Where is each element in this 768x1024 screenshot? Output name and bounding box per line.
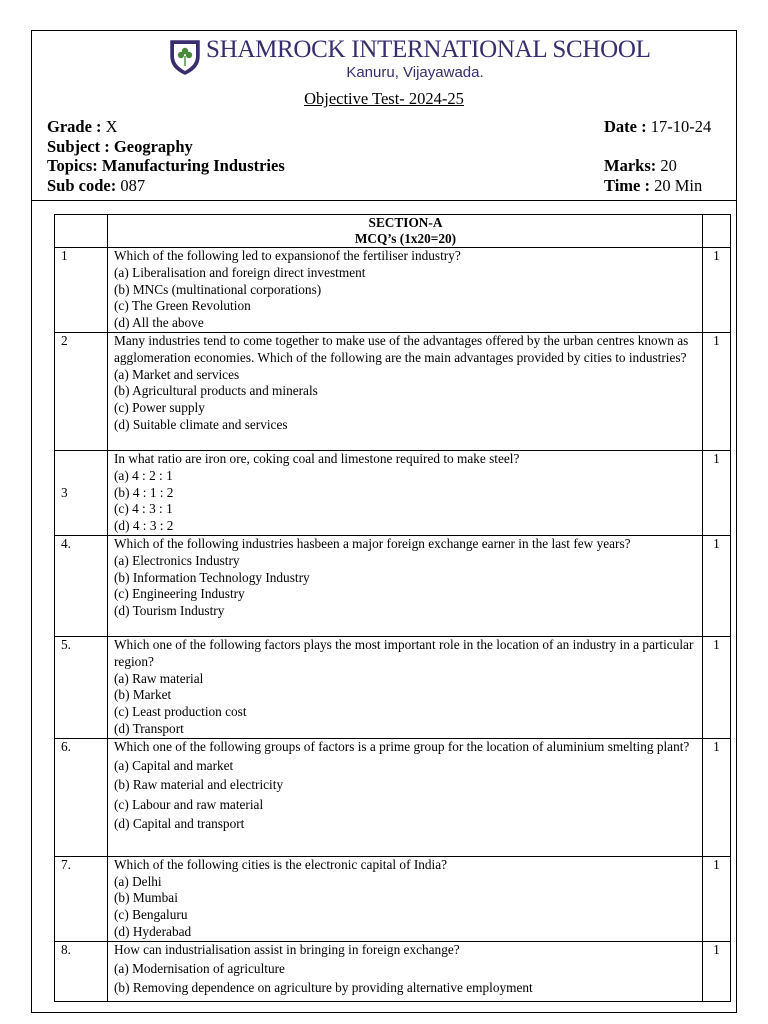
- question-number: 7.: [55, 856, 108, 941]
- section-header-row: [55, 215, 731, 248]
- question-text: Which one of the following factors plays the most important role in the location of an industry in a particular region?: [114, 636, 694, 669]
- question-body: [108, 636, 703, 738]
- option: (b) Removing dependence on agriculture by providing alternative employment: [114, 980, 533, 996]
- topics-label: Topics: Manufacturing Industries: [47, 156, 285, 175]
- option: (b) Market: [114, 687, 172, 703]
- option: (a) Raw material: [114, 670, 204, 686]
- date-row: [604, 117, 711, 137]
- option: (a) Electronics Industry: [114, 552, 240, 568]
- option: (a) Modernisation of agriculture: [114, 961, 285, 977]
- subcode-row: [47, 176, 145, 196]
- subcode-value: 087: [120, 176, 146, 195]
- question-text: Which of the following cities is the electronic capital of India?: [114, 856, 448, 872]
- option: (c) Engineering Industry: [114, 586, 245, 602]
- option: (d) Capital and transport: [114, 815, 245, 831]
- grade-label: Grade :: [47, 117, 102, 136]
- option: (d) Hyderabad: [114, 923, 192, 939]
- subject-row: [47, 137, 193, 157]
- time-row: [604, 176, 702, 196]
- option: (c) Least production cost: [114, 704, 247, 720]
- question-body: [108, 332, 703, 450]
- option: (d) Transport: [114, 720, 184, 736]
- marks-label: Marks:: [604, 156, 657, 175]
- question-text: How can industrialisation assist in bringing in foreign exchange?: [114, 941, 460, 957]
- question-body: [108, 856, 703, 941]
- question-text: In what ratio are iron ore, coking coal and limestone required to make steel?: [114, 450, 520, 466]
- question-number: 2: [55, 332, 108, 450]
- question-marks: 1: [703, 636, 731, 738]
- question-text: Which of the following industries hasbeen a major foreign exchange earner in the last few years?: [114, 535, 631, 551]
- section-subtitle: MCQ’s (1x20=20): [354, 231, 457, 246]
- question-number: 5.: [55, 636, 108, 738]
- option: (b) Raw material and electricity: [114, 777, 284, 793]
- question-marks: 1: [703, 450, 731, 535]
- topics-row: [47, 156, 285, 176]
- question-row: [55, 535, 731, 636]
- option: (c) The Green Revolution: [114, 298, 251, 314]
- option: (b) Agricultural products and minerals: [114, 383, 318, 399]
- option: (a) Delhi: [114, 873, 162, 889]
- grade-value: X: [105, 117, 118, 136]
- questions-table: [54, 214, 731, 1002]
- subject-label: Subject : Geography: [47, 137, 193, 156]
- question-row: [55, 941, 731, 1001]
- question-marks: 1: [703, 248, 731, 333]
- question-marks: 1: [703, 535, 731, 636]
- date-label: Date :: [604, 117, 647, 136]
- question-number: 3: [55, 450, 108, 535]
- option: (c) 4 : 3 : 1: [114, 501, 173, 517]
- question-row: [55, 856, 731, 941]
- time-value: 20 Min: [654, 176, 703, 195]
- question-text: Many industries tend to come together to make use of the advantages offered by the urban centres known as agglomeration economies. Which of the following are the main advantages provided by cities to industries?: [114, 332, 689, 365]
- question-body: [108, 738, 703, 856]
- marks-row: [604, 156, 677, 176]
- option: (d) All the above: [114, 315, 204, 331]
- option: (a) Capital and market: [114, 758, 234, 774]
- question-number: 4.: [55, 535, 108, 636]
- marks-value: 20: [660, 156, 677, 175]
- school-location: Kanuru, Vijayawada.: [346, 64, 484, 81]
- question-marks: 1: [703, 856, 731, 941]
- date-value: 17-10-24: [650, 117, 712, 136]
- option: (b) Mumbai: [114, 890, 178, 906]
- subcode-label: Sub code:: [47, 176, 117, 195]
- question-body: [108, 941, 703, 1001]
- question-body: [108, 450, 703, 535]
- question-text: Which one of the following groups of factors is a prime group for the location of aluminium smelting plant?: [114, 738, 690, 754]
- header-divider: [31, 200, 737, 201]
- question-row: [55, 450, 731, 535]
- option: (b) MNCs (multinational corporations): [114, 281, 322, 297]
- section-title: SECTION-A: [368, 215, 443, 230]
- option: (c) Bengaluru: [114, 907, 188, 923]
- question-row: [55, 248, 731, 333]
- option: (d) 4 : 3 : 2: [114, 518, 174, 534]
- question-row: [55, 332, 731, 450]
- section-header: [108, 215, 703, 248]
- option: (d) Tourism Industry: [114, 603, 225, 619]
- question-marks: 1: [703, 941, 731, 1001]
- option: (c) Power supply: [114, 400, 205, 416]
- option: (b) 4 : 1 : 2: [114, 484, 174, 500]
- question-number: 6.: [55, 738, 108, 856]
- question-number: 8.: [55, 941, 108, 1001]
- option: (a) 4 : 2 : 1: [114, 467, 173, 483]
- time-label: Time :: [604, 176, 650, 195]
- question-marks: 1: [703, 738, 731, 856]
- question-number: 1: [55, 248, 108, 333]
- test-title: Objective Test- 2024-25: [304, 89, 464, 108]
- question-row: [55, 738, 731, 856]
- option: (a) Liberalisation and foreign direct investment: [114, 264, 366, 280]
- option: (c) Labour and raw material: [114, 796, 264, 812]
- grade-row: [47, 117, 118, 137]
- question-body: [108, 535, 703, 636]
- option: (d) Suitable climate and services: [114, 416, 288, 432]
- question-body: [108, 248, 703, 333]
- option: (b) Information Technology Industry: [114, 569, 310, 585]
- question-row: [55, 636, 731, 738]
- school-name: SHAMROCK INTERNATIONAL SCHOOL: [206, 36, 651, 63]
- question-marks: 1: [703, 332, 731, 450]
- option: (a) Market and services: [114, 366, 240, 382]
- question-text: Which of the following led to expansionof the fertiliser industry?: [114, 248, 461, 263]
